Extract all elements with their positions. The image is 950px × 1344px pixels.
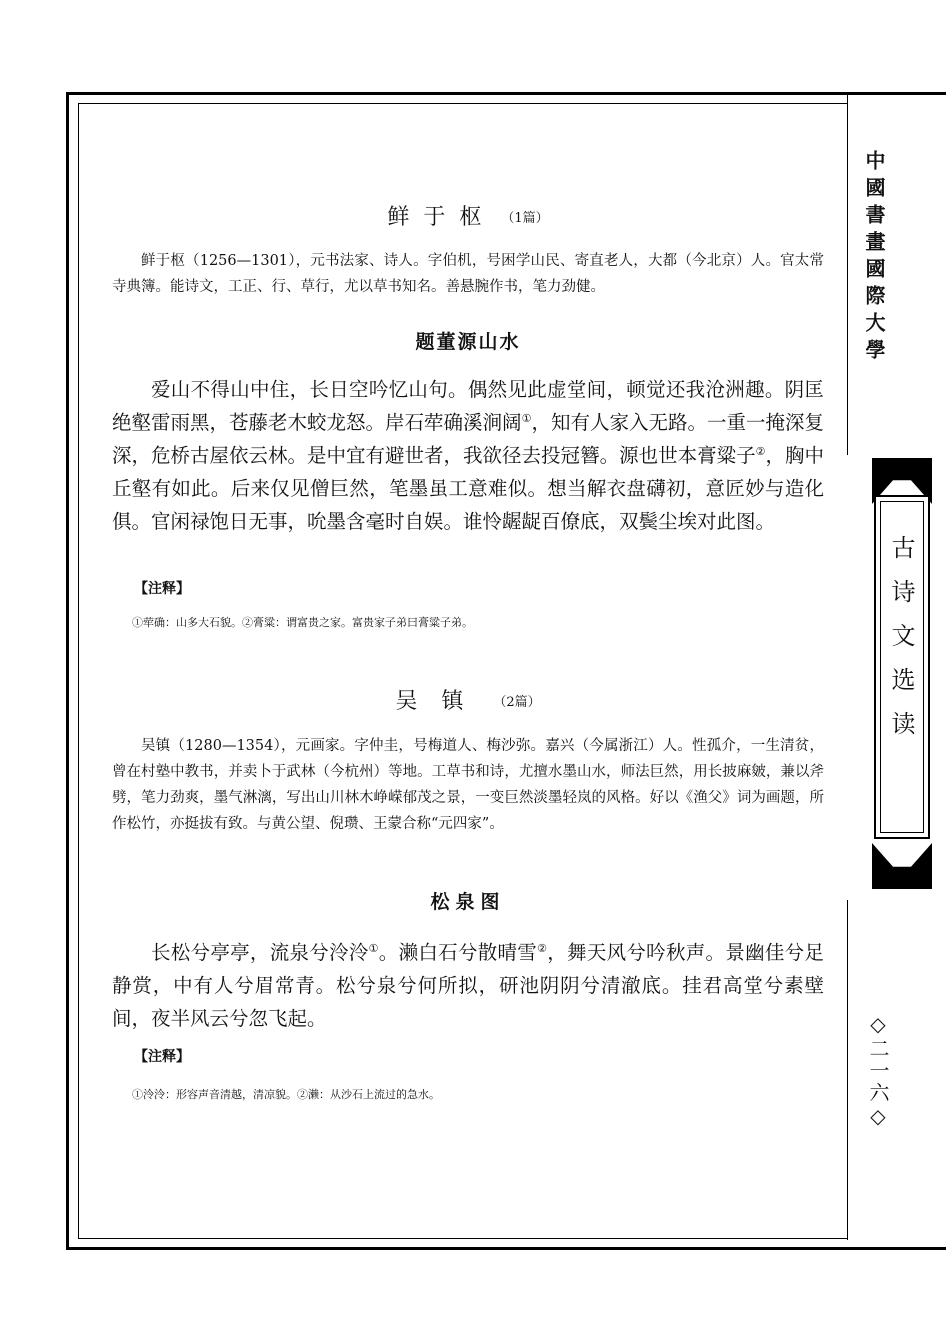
sidebar-band-top	[872, 458, 932, 470]
author-bio-1: 鲜于枢（1256—1301），元书法家、诗人。字伯机，号困学山民、寄直老人，大都（今北京）人。官太常寺典簿。能诗文，工正、行、草行，尤以草书知名。善悬腕作书，笔力劲健。	[112, 253, 824, 295]
footnote-marker: ①	[521, 412, 532, 425]
author-heading-1	[112, 200, 824, 231]
book-title: 古诗文选读	[887, 535, 915, 755]
author-heading-2	[112, 684, 824, 715]
series-title: 中國書畫國際大學	[862, 150, 886, 366]
sidebar-rule-top	[847, 95, 848, 455]
poem-count: （1篇）	[501, 211, 549, 226]
footnote-marker: ②	[755, 445, 766, 458]
note-text-1: ①荦确：山多大石貌。②膏粱：谓富贵之家。富贵家子弟曰膏粱子弟。	[132, 616, 473, 629]
author-bio-2: 吴镇（1280—1354），元画家。字仲圭，号梅道人、梅沙弥。嘉兴（今属浙江）人。性孤介，一生清贫，曾在村塾中教书，并卖卜于武林（今杭州）等地。工草书和诗，尤擅水墨山水，师法巨然，用长披麻皴，兼以斧劈，笔力劲爽，墨气淋漓，写出山川林木峥嵘郁茂之景，一变巨然淡墨轻岚的风格。好以《渔父》词为画题，所作松竹，亦挺拔有致。与黄公望、倪瓒、王蒙合称“元四家”。	[112, 738, 824, 832]
poem-title-1: 题董源山水	[415, 331, 521, 353]
author-name: 鲜于枢	[387, 205, 496, 230]
note-heading-2: 【注释】	[134, 1049, 190, 1065]
poem-body-1: 爱山不得山中住，长日空吟忆山句。偶然见此虚堂间，顿觉还我沧洲趣。阴匡绝壑雷雨黑，苍藤老木蛟龙怒。岸石荦确溪涧阔①，知有人家入无路。一重一掩深复深，危桥古屋依云林。是中宜有避世者，我欲径去投冠簪。源也世本膏粱子②，胸中丘壑有如此。后来仅见僧巨然，笔墨虽工意难似。想当解衣盘礴初，意匠妙与造化俱。官闲禄饱日无事，吮墨含毫时自娱。谁怜龌龊百僚底，双鬓尘埃对此图。	[112, 378, 824, 533]
sidebar-band-bottom	[872, 877, 932, 889]
footnote-marker: ②	[537, 942, 548, 955]
poem-body-2: 长松兮亭亭，流泉兮泠泠①。濑白石兮散晴雪②，舞天风兮吟秋声。景幽佳兮足静赏，中有人兮眉常青。松兮泉兮何所拟，研池阴阴兮清澈底。挂君高堂兮素壁间，夜半风云兮忽飞起。	[112, 941, 824, 1030]
page-number: ◇二一六◇	[866, 1012, 890, 1130]
footnote-marker: ①	[368, 942, 379, 955]
note-heading-1: 【注释】	[134, 581, 190, 597]
note-text-2: ①泠泠：形容声音清越，清凉貌。②濑：从沙石上流过的急水。	[132, 1088, 440, 1101]
sidebar-rule-bottom	[847, 900, 848, 1240]
poem-count: （2篇）	[493, 695, 541, 710]
author-name: 吴镇	[395, 689, 488, 714]
poem-title-2: 松泉图	[430, 891, 506, 913]
